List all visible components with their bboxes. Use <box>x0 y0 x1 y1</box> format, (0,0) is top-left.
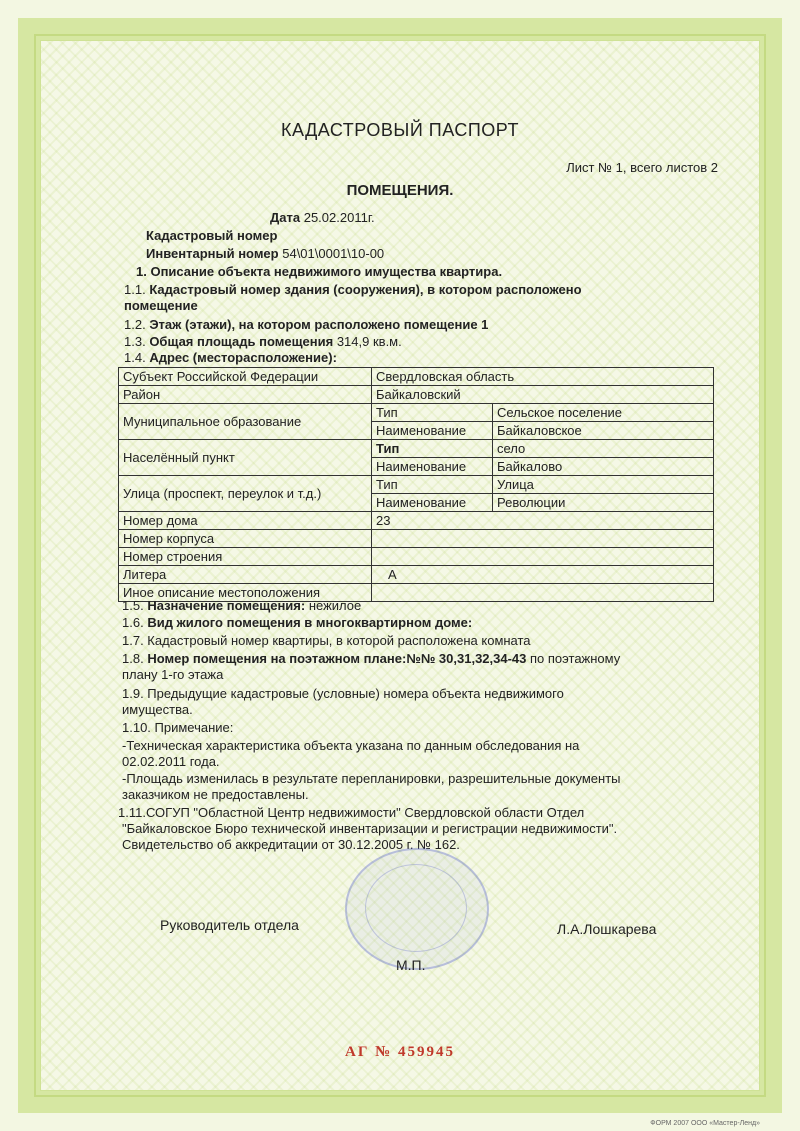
item-1-4-text: Адрес (месторасположение): <box>149 350 337 365</box>
date-label: Дата <box>270 210 301 225</box>
item-1-6 <box>122 615 472 631</box>
section-1-heading: 1. Описание объекта недвижимого имущества квартира. <box>136 264 503 279</box>
inventory-number-label: Инвентарный номер <box>146 246 279 261</box>
item-1-2 <box>124 317 488 333</box>
item-1-11-continuation: "Байкаловское Бюро технической инвентаризации и регистрации недвижимости". <box>122 821 618 836</box>
item-1-1-number: 1.1. <box>124 282 146 297</box>
official-seal <box>345 848 489 970</box>
item-1-5-label: Назначение помещения: <box>147 598 306 613</box>
item-1-8-value: №№ 30,31,32,34-43 <box>406 651 527 666</box>
other-description-label: Иное описание местоположения <box>119 584 372 602</box>
item-1-3 <box>124 334 402 350</box>
municipal-label: Муниципальное образование <box>119 404 372 440</box>
official-seal-inner-ring <box>365 864 467 952</box>
item-1-8-number: 1.8. <box>122 651 144 666</box>
date-value: 25.02.2011г. <box>303 210 375 225</box>
item-1-1-continuation: помещение <box>124 298 198 313</box>
municipal-name-label: Наименование <box>372 422 493 440</box>
item-1-8-label: Номер помещения на поэтажном плане: <box>147 651 407 666</box>
note-2-continuation: заказчиком не предоставлены. <box>122 787 309 802</box>
street-name-value: Революции <box>493 494 714 512</box>
cadastral-number-label: Кадастровый номер <box>146 228 278 243</box>
table-row <box>119 386 714 404</box>
municipal-type-label: Тип <box>372 404 493 422</box>
item-1-9-continuation: имущества. <box>122 702 193 717</box>
street-name-label: Наименование <box>372 494 493 512</box>
sheet-number: Лист № 1, всего листов 2 <box>566 160 718 175</box>
item-1-11: 1.11.СОГУП "Областной Центр недвижимости" Свердловской области Отдел <box>118 805 585 820</box>
item-1-9: 1.9. Предыдущие кадастровые (условные) номера объекта недвижимого <box>122 686 564 701</box>
item-1-3-label: Общая площадь помещения <box>149 334 334 349</box>
table-row <box>119 530 714 548</box>
settlement-label: Населённый пункт <box>119 440 372 476</box>
table-row <box>119 512 714 530</box>
item-1-2-text: Этаж (этажи), на котором расположено помещение 1 <box>149 317 489 332</box>
item-1-6-number: 1.6. <box>122 615 144 630</box>
seal-placeholder-label: М.П. <box>396 957 426 973</box>
structure-label: Номер строения <box>119 548 372 566</box>
structure-value <box>372 548 714 566</box>
inventory-number-value: 54\01\0001\10-00 <box>282 246 385 261</box>
subject-label: Субъект Российской Федерации <box>119 368 372 386</box>
item-1-8 <box>122 651 620 667</box>
street-type-value: Улица <box>493 476 714 494</box>
table-row <box>119 368 714 386</box>
item-1-3-number: 1.3. <box>124 334 146 349</box>
liter-label: Литера <box>119 566 372 584</box>
accreditation-line: Свидетельство об аккредитации от 30.12.2005 г. № 162. <box>122 837 460 852</box>
liter-value: А <box>372 566 714 584</box>
district-value: Байкаловский <box>372 386 714 404</box>
item-1-2-number: 1.2. <box>124 317 146 332</box>
note-2: -Площадь изменилась в результате перепланировки, разрешительные документы <box>122 771 621 786</box>
municipal-name-value: Байкаловское <box>493 422 714 440</box>
document-title: КАДАСТРОВЫЙ ПАСПОРТ <box>281 120 519 140</box>
settlement-name-label: Наименование <box>372 458 493 476</box>
item-1-5 <box>122 598 361 614</box>
settlement-type-label: Тип <box>372 440 493 458</box>
item-1-8-tail: по поэтажному <box>530 651 621 666</box>
item-1-10: 1.10. Примечание: <box>122 720 234 735</box>
document-subtitle: ПОМЕЩЕНИЯ. <box>346 182 454 199</box>
table-row <box>119 476 714 494</box>
street-type-label: Тип <box>372 476 493 494</box>
item-1-4 <box>124 350 337 366</box>
table-row <box>119 404 714 422</box>
printer-imprint: ФОРМ 2007 ООО «Мастер-Ленд» <box>650 1120 760 1127</box>
other-description-value <box>372 584 714 602</box>
table-row <box>119 566 714 584</box>
head-of-department-name: Л.А.Лошкарева <box>557 921 657 937</box>
house-value: 23 <box>372 512 714 530</box>
building-value <box>372 530 714 548</box>
item-1-3-value: 314,9 кв.м. <box>336 334 402 349</box>
note-1: -Техническая характеристика объекта указана по данным обследования на <box>122 738 580 753</box>
street-label: Улица (проспект, переулок и т.д.) <box>119 476 372 512</box>
settlement-type-value: село <box>493 440 714 458</box>
building-label: Номер корпуса <box>119 530 372 548</box>
item-1-5-value: нежилое <box>308 598 362 613</box>
municipal-type-value: Сельское поселение <box>493 404 714 422</box>
district-label: Район <box>119 386 372 404</box>
settlement-name-value: Байкалово <box>493 458 714 476</box>
note-1-continuation: 02.02.2011 года. <box>122 754 220 769</box>
subject-value: Свердловская область <box>372 368 714 386</box>
item-1-7: 1.7. Кадастровый номер квартиры, в которой расположена комната <box>122 633 531 648</box>
address-table <box>118 367 714 602</box>
item-1-6-text: Вид жилого помещения в многоквартирном доме: <box>147 615 473 630</box>
item-1-1-text: Кадастровый номер здания (сооружения), в котором расположено <box>149 282 582 297</box>
house-label: Номер дома <box>119 512 372 530</box>
form-serial-number: АГ № 459945 <box>345 1044 455 1060</box>
item-1-1 <box>124 282 582 298</box>
table-row <box>119 440 714 458</box>
table-row <box>119 548 714 566</box>
item-1-4-number: 1.4. <box>124 350 146 365</box>
item-1-8-continuation: плану 1-го этажа <box>122 667 224 682</box>
inventory-number-line <box>146 246 384 262</box>
item-1-5-number: 1.5. <box>122 598 144 613</box>
date-line <box>270 210 375 226</box>
head-of-department-label: Руководитель отдела <box>160 917 299 933</box>
